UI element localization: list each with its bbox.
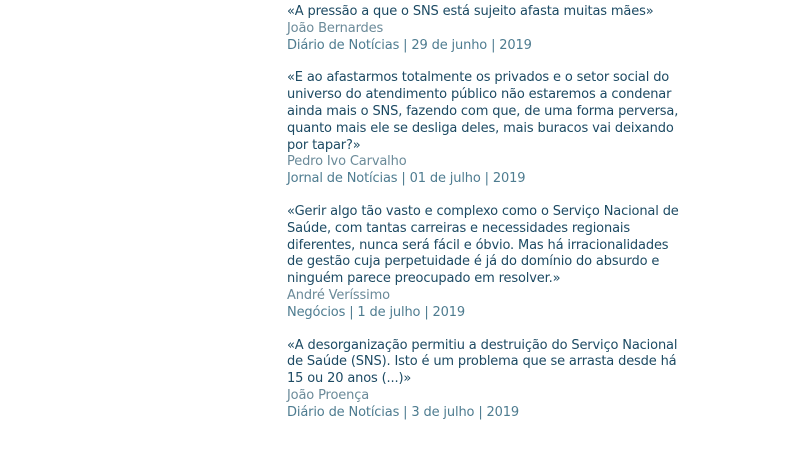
quote-author: João Proença [287,387,370,403]
quote-item [287,70,687,188]
quote-item [287,204,687,322]
quote-text: «A desorganização permitiu a destruição do Serviço Nacional de Saúde (SNS). Isto é um problema que se arrasta desde há 15 ou 20 anos (...)» [287,337,678,387]
quote-author: Pedro Ivo Carvalho [287,154,407,170]
quote-source: Negócios | 1 de julho | 2019 [287,304,466,320]
quote-item [287,4,687,54]
quote-source: Diário de Notícias | 3 de julho | 2019 [287,404,520,420]
quote-author: André Veríssimo [287,287,390,303]
quotes-list [287,4,687,438]
quote-text: «Gerir algo tão vasto e complexo como o Serviço Nacional de Saúde, com tantas carreiras e necessidades regionais diferentes, nunca será fácil e óbvio. Mas há irracionalidades de gestão cuja perpetuidade é já do domínio do absurdo e ninguém parece preocupado em resolver.» [287,203,679,287]
quote-source: Diário de Notícias | 29 de junho | 2019 [287,37,532,53]
quote-author: João Bernardes [287,20,384,36]
quote-item [287,338,687,422]
quote-text: «E ao afastarmos totalmente os privados e o setor social do universo do atendimento público não estaremos a condenar ainda mais o SNS, fazendo com que, de uma forma perversa, quanto mais ele se desliga deles, mais buracos vai deixando por tapar?» [287,70,679,153]
quote-text: «A pressão a que o SNS está sujeito afasta muitas mães» [287,4,654,19]
quote-source: Jornal de Notícias | 01 de julho | 2019 [287,171,526,187]
